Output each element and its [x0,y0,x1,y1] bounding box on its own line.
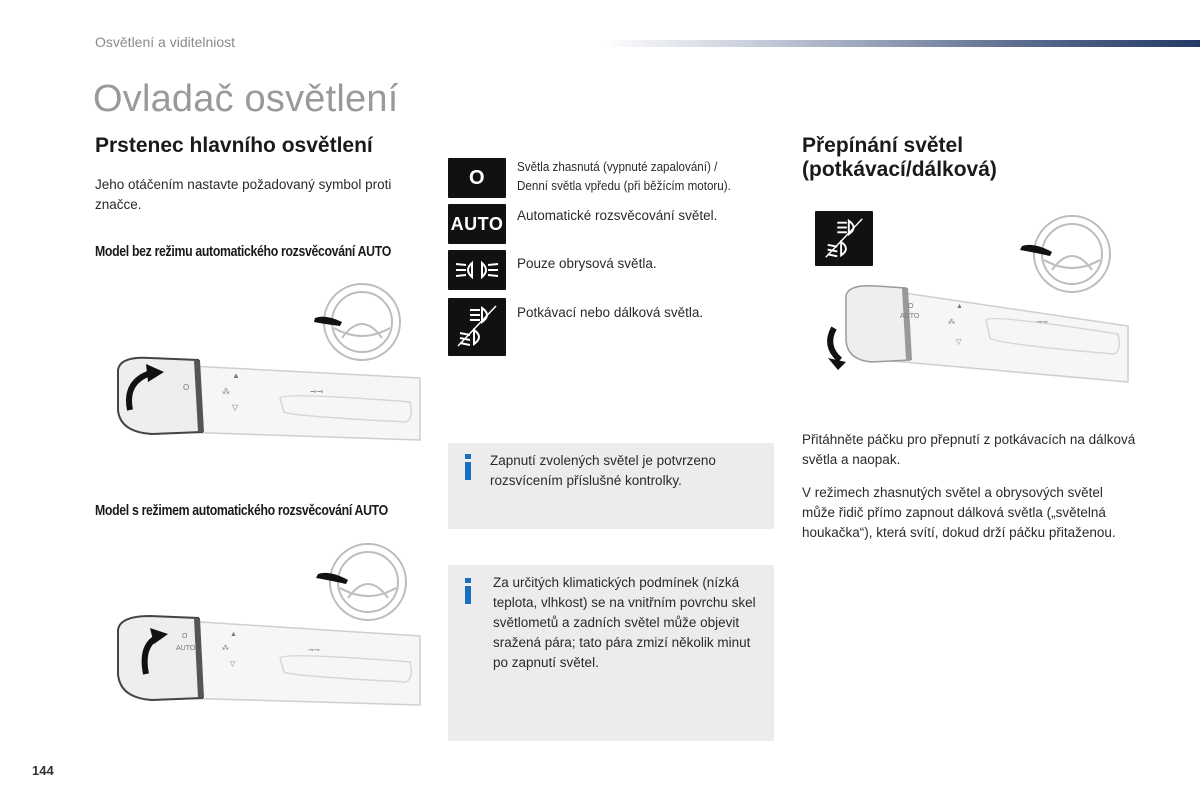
svg-text:⁂: ⁂ [222,645,229,652]
svg-text:O: O [908,303,914,310]
svg-text:⊸⊸: ⊸⊸ [308,647,320,654]
symbol-sidelights-desc: Pouze obrysová světla. [517,256,657,271]
right-para-1: Přitáhněte páčku pro přepnutí z potkávacích na dálková světla a naopak. [802,432,1136,467]
right-para-2: V režimech zhasnutých světel a obrysových světel může řidič přímo zapnout dálková světla („světelná houkačka“), která svítí, dokud drží páčku přitaženou. [802,485,1116,540]
page-number: 144 [32,763,54,778]
svg-text:▲: ▲ [230,631,237,638]
lever-illustration-no-auto [110,280,425,450]
symbol-off-desc-line1: Světla zhasnutá (vypnuté zapalování) / [517,160,718,174]
lever-illustration-auto [110,540,425,715]
svg-text:⁂: ⁂ [948,319,955,326]
right-heading-line1: Přepínání světel [802,134,964,157]
svg-text:O: O [183,383,190,392]
symbol-sidelights [448,250,506,290]
page-title: Ovladač osvětlení [93,78,399,120]
svg-text:▽: ▽ [230,661,236,668]
model1-title: Model bez režimu automatického rozsvěcování AUTO [95,243,391,260]
header-bar [600,40,1200,47]
svg-text:⊸⊸: ⊸⊸ [310,387,324,396]
symbol-off [448,158,506,198]
left-heading: Prstenec hlavního osvětlení [95,134,373,157]
info-note-2-text: Za určitých klimatických podmínek (nízká teplota, vlhkost) se na vnitřním povrchu skel světlometů a zadních světel může objevit sražená pára; tato pára zmizí několik minut po zapnutí světel. [493,575,756,670]
lever-pull-illustration [810,210,1135,385]
info-note-1 [448,443,774,529]
info-icon [463,578,473,604]
section-label: Osvětlení a viditelniost [95,34,236,50]
left-intro: Jeho otáčením nastavte požadovaný symbol proti značce. [95,177,392,212]
info-note-1-text: Zapnutí zvolených světel je potvrzeno rozsvícením příslušné kontrolky. [490,453,716,488]
svg-text:AUTO: AUTO [176,645,196,652]
svg-text:⊸⊸: ⊸⊸ [1036,319,1048,326]
symbol-dipped-main-desc: Potkávací nebo dálková světla. [517,305,704,320]
svg-text:O: O [182,633,188,640]
model2-title: Model s režimem automatického rozsvěcování AUTO [95,502,388,519]
symbol-dipped-main [448,298,506,356]
svg-text:▽: ▽ [956,339,962,346]
symbol-off-desc-line2: Denní světla vpředu (při běžícím motoru). [517,179,731,193]
auto-icon: AUTO [450,213,504,234]
info-note-2 [448,565,774,741]
sidelights-icon [452,255,502,285]
svg-text:AUTO: AUTO [900,313,920,320]
symbol-auto-desc: Automatické rozsvěcování světel. [517,208,718,223]
svg-text:⁂: ⁂ [222,387,230,396]
zero-icon: O [468,166,486,189]
svg-text:▲: ▲ [956,303,963,310]
symbol-auto [448,204,506,244]
svg-text:▽: ▽ [232,403,239,412]
symbol-off-desc [517,158,731,196]
info-icon [463,454,473,480]
right-heading [802,134,997,182]
svg-text:▲: ▲ [232,371,240,380]
right-heading-line2: (potkávací/dálková) [802,158,997,181]
dipped-main-beam-icon [452,302,502,352]
